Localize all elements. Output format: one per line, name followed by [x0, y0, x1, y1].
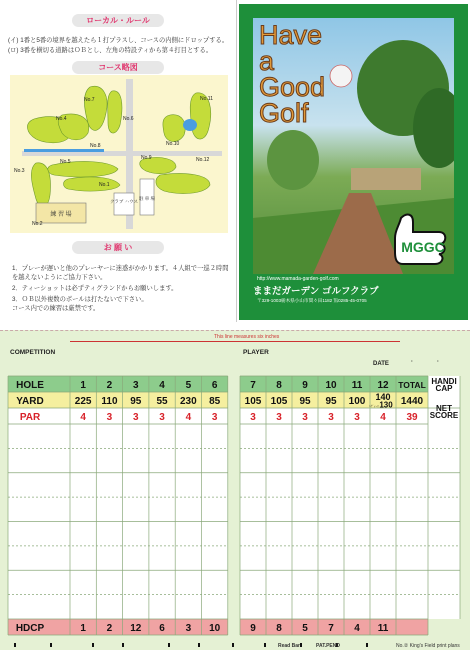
- hole-number: 2: [106, 380, 113, 391]
- par-value: 3: [354, 412, 360, 423]
- date-label: DATE: [373, 361, 389, 367]
- net-score-label: NET: [436, 404, 452, 413]
- hdcp-value: 12: [130, 623, 142, 634]
- hole-number: 10: [325, 380, 337, 391]
- handicap-label: HANDI: [431, 377, 457, 386]
- slogan-word: Have: [259, 20, 323, 50]
- yard-row-label: YARD: [16, 396, 44, 407]
- course-info-panel: [0, 0, 237, 322]
- hole-label-11: No.11: [200, 96, 213, 102]
- water-channel: [24, 149, 104, 152]
- par-value: 4: [380, 412, 386, 423]
- hole-number: 1: [80, 380, 86, 391]
- hole-label-9: No.9: [141, 155, 152, 161]
- par-value: 4: [185, 412, 192, 423]
- hole-label-2: No.2: [32, 221, 43, 227]
- hdcp-value: 11: [377, 623, 389, 634]
- hdcp-value: 4: [354, 623, 360, 634]
- hdcp-row-label: HDCP: [15, 623, 45, 634]
- hdcp-value: 6: [159, 623, 165, 634]
- par-row-label: PAR: [19, 412, 41, 423]
- par-row-bg: [8, 408, 228, 424]
- par-value: 3: [211, 412, 218, 423]
- yard-value: 230: [180, 396, 197, 407]
- slogan-word: Good: [259, 72, 326, 102]
- hole-label-6: No.6: [123, 116, 134, 122]
- par-value: 39: [406, 412, 418, 423]
- yard-value: 100: [348, 396, 366, 407]
- request-line-4: 3．ＯＢ以外複数のボールは打たないで下さい。: [12, 296, 148, 303]
- hole-number: 4: [159, 380, 165, 391]
- hdcp-value: 9: [250, 623, 256, 634]
- read-bar-tick: [198, 643, 200, 647]
- read-bar-tick: [122, 643, 124, 647]
- hdcp-row-bg: [240, 619, 428, 635]
- read-bar-tick: [232, 643, 234, 647]
- hole-label-3: No.3: [14, 168, 25, 174]
- read-bar-label: Read Bar: [278, 643, 300, 649]
- measure-note: This line measures six inches: [214, 334, 280, 340]
- hole-number: 9: [302, 380, 308, 391]
- yard-value: 110: [101, 396, 118, 407]
- hole-number: 8: [276, 380, 282, 391]
- request-line-2: を越えないようにご協力下さい。: [12, 274, 107, 281]
- slogan-word: Golf: [259, 98, 309, 128]
- hdcp-value: 3: [185, 623, 192, 634]
- slogan: [259, 22, 325, 126]
- read-bar-tick: [264, 643, 266, 647]
- read-bar-tick: [168, 643, 170, 647]
- pat-pend-label: PAT.PEND: [316, 643, 340, 649]
- hdcp-value: 2: [106, 623, 113, 634]
- par-row-bg: [240, 408, 428, 424]
- player-label: PLAYER: [243, 349, 269, 356]
- hole-label-10: No.10: [166, 141, 180, 147]
- fairway-10: [163, 115, 185, 142]
- par-value: 3: [276, 412, 282, 423]
- hole-number: 6: [211, 380, 218, 391]
- par-value: 3: [250, 412, 256, 423]
- course-map-title: コース略図: [72, 61, 164, 74]
- clubhouse-label: クラブ ハウス: [109, 199, 139, 204]
- fairway-12: [156, 173, 210, 193]
- hole-number: 7: [250, 380, 256, 391]
- request-line-3: 2．ティーショットは必ずティグランドからお願いします。: [12, 285, 178, 292]
- hole-label-8: No.8: [90, 143, 101, 149]
- local-rule-title: ローカル・ルール: [72, 14, 164, 27]
- request-line-1: 1．プレーが遅いと他のプレーヤーに迷惑がかかります。４人組で一巡２時間: [12, 265, 229, 272]
- read-bar-tick: [92, 643, 94, 647]
- yard-value: 95: [325, 396, 337, 407]
- local-rule-2: (ロ) 3番を横切る道路はＯＢとし、左角の特設ティから第４打目とする。: [8, 47, 213, 54]
- hole-label-12: No.12: [196, 157, 210, 163]
- par-value: 4: [80, 412, 86, 423]
- yard-value: 95: [299, 396, 311, 407]
- par-value: 3: [106, 412, 113, 423]
- yard-sub-prefix: ﾚﾃﾞｨｰｽ: [369, 404, 379, 408]
- par-value: 3: [328, 412, 334, 423]
- date-separator: ·: [411, 359, 413, 365]
- hole-label-4: No.4: [56, 116, 67, 122]
- yard-value: 225: [74, 396, 92, 407]
- pond: [183, 119, 197, 131]
- hdcp-value: 7: [328, 623, 334, 634]
- yard-value: 105: [244, 396, 262, 407]
- hole-number: 11: [351, 380, 363, 391]
- yard-value: 95: [130, 396, 142, 407]
- date-separator: ·: [437, 359, 439, 365]
- read-bar-tick: [300, 643, 302, 647]
- club-url: http://www.mamada-garden-golf.com: [257, 276, 339, 282]
- hole-label-1: No.1: [99, 182, 110, 188]
- read-bar-tick: [14, 643, 16, 647]
- hdcp-value: 1: [80, 623, 86, 634]
- hole-label-5: No.5: [60, 159, 71, 165]
- cover-illustration: [253, 18, 454, 274]
- printer-label: No.② King's Field print plans: [396, 643, 460, 649]
- hole-number: 12: [377, 380, 389, 391]
- read-bar-tick: [50, 643, 52, 647]
- request-title: お 願 い: [72, 241, 164, 254]
- yard-value: 85: [209, 396, 221, 407]
- handicap-label: CAP: [435, 384, 453, 393]
- hole-number: TOTAL: [398, 380, 426, 390]
- yard-value: 1440: [400, 396, 424, 407]
- request-line-5: コース内での練習は厳禁です。: [12, 305, 100, 312]
- yard-value: 140: [375, 392, 391, 402]
- read-bar-tick: [366, 643, 368, 647]
- hole-number: 3: [132, 380, 139, 391]
- hdcp-value: 8: [276, 623, 282, 634]
- hdcp-value: 5: [302, 623, 308, 634]
- practice-label: 練 習 場: [50, 212, 72, 218]
- thumbs-up-logo-icon: [387, 208, 451, 272]
- parking-label: 駐 車 場: [138, 196, 156, 201]
- net-score-label: SCORE: [429, 411, 459, 420]
- hole-row-label: HOLE: [16, 380, 44, 391]
- slogan-word: a: [259, 46, 275, 76]
- par-value: 3: [132, 412, 139, 423]
- scorecard: [0, 330, 470, 650]
- yard-sub-value: 130: [379, 400, 393, 410]
- course-map: [10, 75, 228, 233]
- par-value: 3: [159, 412, 165, 423]
- score-grid: [0, 331, 470, 650]
- competition-label: COMPETITION: [10, 349, 56, 356]
- hole-number: 5: [185, 380, 192, 391]
- fairway-5: [48, 162, 118, 177]
- club-address: 〒329-1003栃木県小山市間々田1182 ℡0285-45-0705: [257, 298, 367, 303]
- logo-text: MGGC: [401, 239, 445, 255]
- club-name: ままだガーデン ゴルフクラブ: [253, 286, 379, 297]
- local-rule-1: (イ) 1番と5番の境界を越えたら１打プラスし、コースの内側にドロップする。: [8, 37, 229, 44]
- golf-ball-icon: [330, 65, 352, 87]
- yard-value: 55: [156, 396, 168, 407]
- clubhouse: [114, 193, 134, 215]
- scorecard-cover: [239, 4, 468, 320]
- hole-label-7: No.7: [84, 97, 95, 103]
- par-value: 3: [302, 412, 308, 423]
- hdcp-value: 10: [209, 623, 221, 634]
- yard-value: 105: [270, 396, 288, 407]
